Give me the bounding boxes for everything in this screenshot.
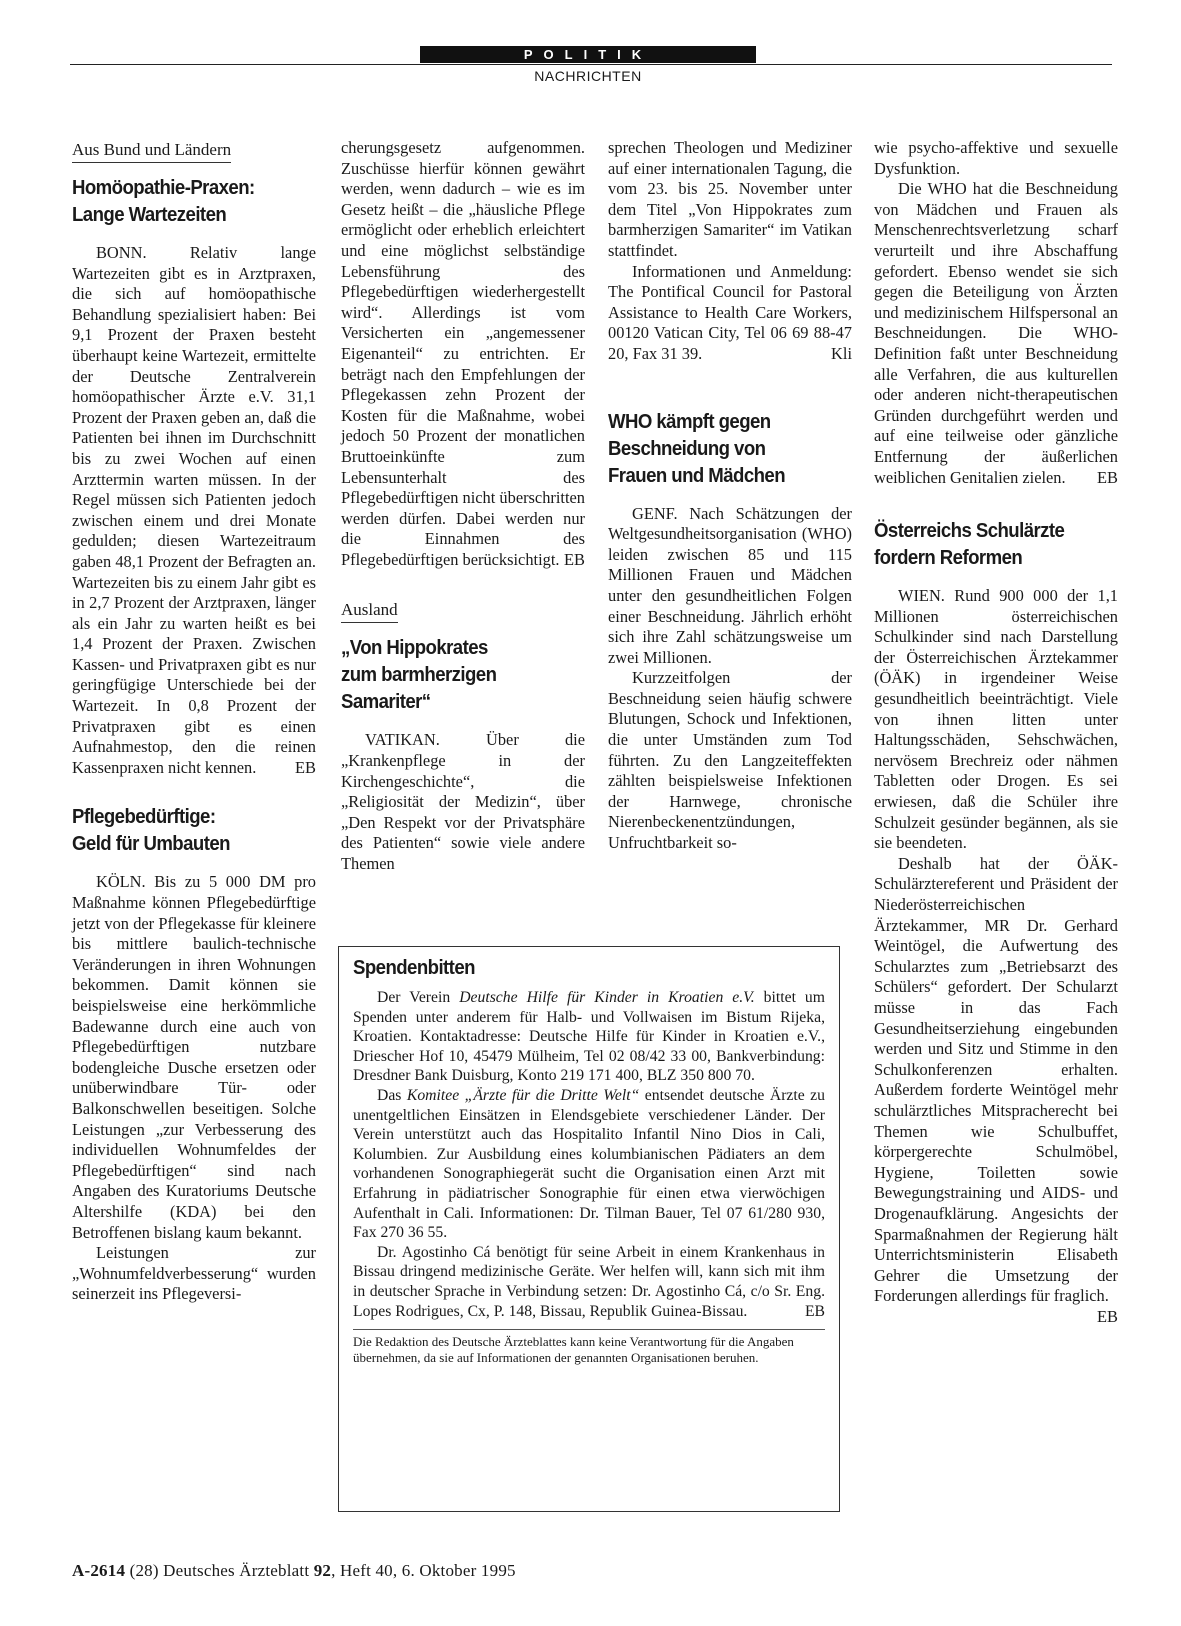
article-body: sprechen Theologen und Mediziner auf einer internationalen Tagung, die vom 23. bis 25. November unter dem Titel „Von Hippokrates zum barmherzigen Samariter“ im Vatikan stattfindet. — [608, 138, 852, 260]
headline-line: Homöopathie-Praxen: — [72, 177, 255, 199]
spacer — [341, 570, 585, 598]
body-text: Die WHO hat die Beschneidung von Mädchen und Frauen als Menschenrechtsverletzung scharf verurteilt und ihre Abschaffung gefordert. Ebenso wendet sie sich gegen die Beteiligung von Ärzten und medizinischem Hilfspersonal an Beschneidungen. Die WHO-Definition faßt unter Beschneidung alle Verfahren, die aus kulturellen oder anderen nicht-therapeutischen Gründen durchgeführt werden und auf eine teilweise oder gänzliche Entfernung der äußerlichen weiblichen Genitalien zielen. — [874, 179, 1118, 487]
article-body: Leistungen zur „Wohnumfeldverbesserung“ wurden seinerzeit ins Pflegeversi- — [72, 1243, 316, 1304]
article-body: WIEN. Rund 900 000 der 1,1 Millionen österreichischen Schulkinder sind nach Darstellung der Österreichischen Ärztekammer (ÖÄK) in irgendeiner Weise gesundheitlich beeinträchtigt. Viele von ihnen litten unter Haltungsschäden, Sehschwächen, nervösem Brechreiz oder nähmen Tabletten oder Drogen. Es sei erwiesen, daß die Schüler ihre Schulzeit gesünder begännen, als sie sie beendeten. — [874, 586, 1118, 853]
article-body — [72, 243, 316, 778]
column-3 — [608, 138, 852, 854]
headline-line: Lange Wartezeiten — [72, 204, 227, 226]
author-sig: EB — [804, 1302, 825, 1320]
box-title: Spendenbitten — [353, 957, 475, 979]
article-body: wie psycho-affektive und sexuelle Dysfunktion. — [874, 138, 1118, 178]
rubric-domestic: Aus Bund und Ländern — [72, 140, 231, 163]
headline-homoeopathie — [72, 175, 299, 229]
box-paragraph — [353, 988, 825, 1086]
article-body — [341, 138, 585, 570]
body-text: Dr. Agostinho Cá benötigt für seine Arbeit in einem Krankenhaus in Bissau dringend medizinische Geräte. Wer helfen will, kann sich mit ihm in deutscher Sprache in Verbindung setzen: Dr. Agostinho Cá, c/o Sr. Eng. Lopes Rodrigues, Cx, P. 148, Bissau, Republik Guinea-Bissau. — [353, 1243, 825, 1320]
subsection-label: NACHRICHTEN — [534, 68, 642, 84]
header-rule — [70, 64, 1112, 65]
spacer — [72, 778, 316, 804]
article-body: Kurzzeitfolgen der Beschneidung seien häufig schwere Blutungen, Schock und Infektionen, die unter Umständen zum Tod führten. Zu den Langzeiteffekten zählten beispielsweise Infektionen der Harnwege, chronische Nierenbeckenentzündungen, Unfruchtbarkeit so- — [608, 668, 852, 853]
spacer — [874, 488, 1118, 518]
column-4 — [874, 138, 1118, 1327]
headline-line: Samariter“ — [341, 691, 431, 714]
organization-name: Komitee „Ärzte für die Dritte Welt“ — [406, 1086, 640, 1104]
headline-line: Geld für Umbauten — [72, 833, 230, 856]
body-text: cherungsgesetz aufgenommen. Zuschüsse hierfür können gewährt werden, wenn dadurch – wie es im Gesetz heißt – die „häusliche Pflege ermöglicht oder erheblich erleichtert und eine möglichst selbständige Lebensführung des Pflegebedürftigen wiederhergestellt wird“. Allerdings ist vom Versicherten ein „angemessener Eigenanteil“ zu entrichten. Er beträgt nach den Empfehlungen der Pflegekassen zehn Prozent der Kosten für die Maßnahme, wobei jedoch 50 Prozent der monatlichen Bruttoeinkünfte zum Lebensunterhalt des Pflegebedürftigen nicht überschritten werden dürfen. Dabei werden nur die Einnahmen des Pflegebedürftigen berücksichtigt. — [341, 138, 585, 569]
article-body: VATIKAN. Über die „Krankenpflege in der Kirchengeschichte“, die „Religiosität der Medizin“, über „Den Respekt vor der Privatsphäre des Patienten“ sowie viele andere Themen — [341, 730, 585, 874]
author-sig: EB — [1097, 467, 1118, 487]
box-disclaimer: Die Redaktion des Deutsche Ärzteblattes kann keine Verantwortung für die Angaben übernehmen, da sie auf Informationen der genannten Organisationen beruhen. — [353, 1329, 825, 1365]
headline-line: Pflegebedürftige: — [72, 806, 216, 829]
headline-line: fordern Reformen — [874, 547, 1023, 570]
headline-line: „Von Hippokrates — [341, 637, 488, 660]
headline-hippokrates — [341, 635, 568, 716]
headline-line: zum barmherzigen — [341, 664, 497, 687]
article-body: GENF. Nach Schätzungen der Weltgesundheitsorganisation (WHO) leiden zwischen 85 und 115 Millionen Frauen und Mädchen unter den gesundheitlichen Folgen einer Beschneidung. Jährlich erhöht sich ihre Zahl schätzungsweise um zwei Millionen. — [608, 503, 852, 667]
headline-line: Beschneidung von — [608, 437, 766, 460]
headline-pflege — [72, 804, 299, 858]
spacer — [608, 365, 852, 409]
headline-line: Österreichs Schulärzte — [874, 520, 1065, 543]
issue-info: , Heft 40, 6. Oktober 1995 — [331, 1561, 516, 1580]
author-sig: EB — [564, 549, 585, 569]
article-body — [874, 853, 1118, 1326]
headline-line: WHO kämpft gegen — [608, 410, 771, 433]
donation-box — [338, 946, 840, 1512]
volume-number: 92 — [313, 1561, 332, 1580]
column-2 — [341, 138, 585, 875]
author-sig: EB — [295, 757, 316, 777]
body-text: Informationen und Anmeldung: The Pontifical Council for Pastoral Assistance to Health Care Workers, 00120 Vatican City, Tel 06 69 88-47 20, Fax 31 39. — [608, 261, 852, 363]
section-label: POLITIK — [420, 46, 756, 63]
rubric-abroad: Ausland — [341, 600, 398, 623]
article-body: KÖLN. Bis zu 5 000 DM pro Maßnahme können Pflegebedürftige jetzt von der Pflegekasse für kleinere bis mittlere baulich-technische Veränderungen in ihren Wohnungen bekommen. Damit können sie beispielsweise eine herkömmliche Badewanne durch eine auch von Pflegebedürftigen nutzbare bodengleiche Dusche ersetzen oder unüberwindbare Tür- oder Balkonschwellen beseitigen. Solche Leistungen „zur Verbesserung des individuellen Wohnumfeldes der Pflegebedürftigen“ sind nach Angaben des Kuratoriums Deutsche Altershilfe (KDA) bei den Betroffenen bislang kaum bekannt. — [72, 872, 316, 1242]
journal-name: (28) Deutsches Ärzteblatt — [125, 1561, 314, 1580]
box-paragraph — [353, 1086, 825, 1243]
headline-schulaerzte — [874, 518, 1101, 572]
headline-line: Frauen und Mädchen — [608, 464, 786, 487]
body-text: entsendet deutsche Ärzte zu unentgeltlichen Einsätzen in Elendsgebiete verschiedener Länder. Der Verein unterstützt auch das Hospitalito Infantil Nino Dios in Cali, Kolumbien. Zur Ausbildung eines kolumbianischen Pädiaters an dem vorhandenen Sonographiegerät sucht die Organisation einen Arzt mit Erfahrung in pädiatrischer Sonographie für einen etwa vierwöchigen Aufenthalt in Cali. Informationen: Dr. Tilman Bauer, Tel 07 61/280 930, Fax 270 36 55. — [353, 1086, 825, 1242]
column-1 — [72, 138, 316, 1305]
author-sig: Kli — [831, 343, 852, 363]
box-paragraph — [353, 1243, 825, 1321]
body-text: Deshalb hat der ÖÄK-Schulärztereferent und Präsident der Niederösterreichischen Ärztekammer, MR Dr. Gerhard Weintögel, die Aufwertung des Schularztes zum „Betriebsarzt des Schülers“ gefordert. Der Schularzt müsse in das Fach Gesundheitserziehung eingebunden werden und Sitz und Stimme in den Schulkonferenzen erhalten. Außerdem forderte Weintögel mehr schulärztliches Mitspracherecht bei Themen wie Schulbuffet, körpergerechte Schulmöbel, Hygiene, Toiletten sowie Bewegungstraining und AIDS- und Drogenaufklärung. Angesichts der Sparmaßnahmen der Regierung hält Unterrichtsministerin Elisabeth Gehrer die Umsetzung der Forderungen allerdings für fraglich. — [874, 853, 1118, 1306]
organization-name: Deutsche Hilfe für Kinder in Kroatien e.V. — [459, 989, 755, 1006]
article-body — [874, 179, 1118, 488]
body-text: Das — [377, 1086, 407, 1104]
author-sig: EB — [1097, 1306, 1118, 1326]
headline-who — [608, 409, 835, 490]
body-text: bittet um Spenden unter anderem für Halb- und Vollwaisen im Bistum Rijeka, Kroatien. Kontaktadresse: Deutsche Hilfe für Kinder in Kroatien e.V., Driescher Hof 10, 45479 Mülheim, Tel 02 08/42 33 00, Bankverbindung: Dresdner Bank Duisburg, Konto 219 171 400, BLZ 350 800 70. — [353, 989, 825, 1085]
page-number: A-2614 — [72, 1561, 126, 1580]
body-text: Der Verein — [377, 989, 460, 1006]
article-body — [608, 262, 852, 365]
page-footer — [72, 1561, 516, 1581]
body-text: BONN. Relativ lange Wartezeiten gibt es in Arztpraxen, die sich auf homöopathische Behandlung spezialisiert haben: Bei 9,1 Prozent der Praxen besteht überhaupt keine Wartezeit, ermittelte der Deutsche Zentralverein homöopathischer Ärzte e.V. 31,1 Prozent der Praxen geben an, daß die Patienten bei ihnen im Durchschnitt bis zu zwei Wochen auf einen Arzttermin warten müssen. In der Regel müssen sich Patienten jedoch zwischen einem und drei Monate gedulden; diesen Wartezeitraum gaben 48,1 Prozent der Befragten an. Wartezeiten bis zu einem Jahr gibt es in 2,7 Prozent der Arztpraxen, länger als ein Jahr zu warten heißt es bei 1,4 Prozent der Praxen. Zwischen Kassen- und Privatpraxen gibt es nur geringfügige Unterschiede bei der Wartezeit. In 0,8 Prozent der Privatpraxen gibt es einen Aufnahmestop, den die reinen Kassenpraxen nicht kennen. — [72, 243, 316, 777]
